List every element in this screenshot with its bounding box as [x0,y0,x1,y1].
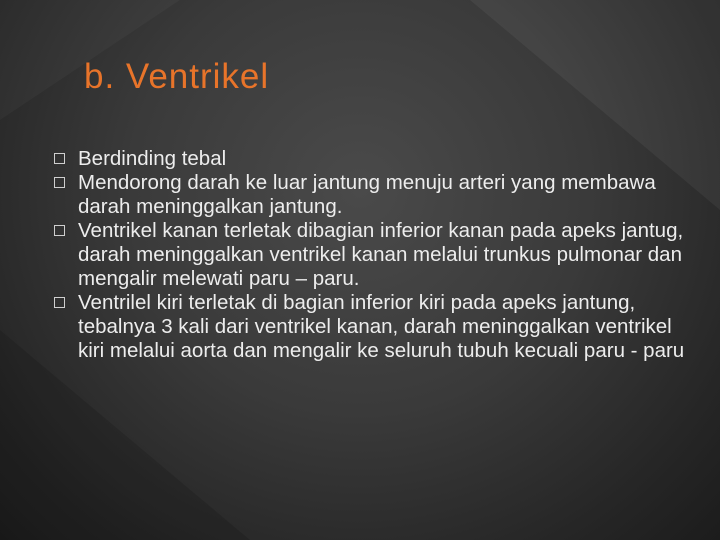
bullet-text: Mendorong darah ke luar jantung menuju arteri yang membawa darah meninggalkan jantung. [78,171,656,218]
bullet-list [54,147,694,363]
bullet-item [54,219,694,291]
bullet-item [54,291,694,363]
square-bullet-icon [54,225,65,236]
bullet-item [54,147,694,171]
bullet-item [54,171,694,219]
square-bullet-icon [54,153,65,164]
bullet-text: Ventrilel kiri terletak di bagian inferior kiri pada apeks jantung, tebalnya 3 kali dari ventrikel kanan, darah meninggalkan ventrikel kiri melalui aorta dan mengalir ke seluruh tubuh kecuali paru - paru [78,291,685,362]
bullet-text: Ventrikel kanan terletak dibagian inferior kanan pada apeks jantug, darah meninggalkan ventrikel kanan melalui trunkus pulmonar dan mengalir melewati paru – paru. [78,219,684,290]
slide-title: b. Ventrikel [84,57,270,96]
bullet-text: Berdinding tebal [78,147,227,170]
square-bullet-icon [54,177,65,188]
square-bullet-icon [54,297,65,308]
